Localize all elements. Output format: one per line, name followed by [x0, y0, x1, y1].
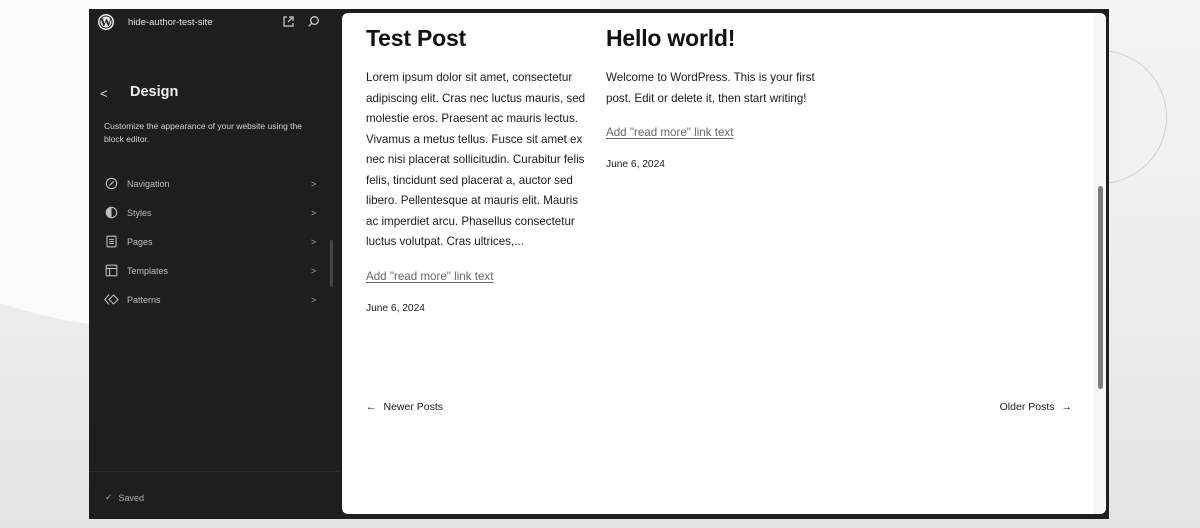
post-card: [606, 13, 828, 170]
chevron-right-icon: >: [311, 178, 317, 189]
patterns-icon: [104, 293, 119, 306]
search-icon[interactable]: [307, 15, 320, 28]
newer-posts-link[interactable]: [366, 401, 443, 413]
save-status: [105, 492, 144, 503]
sidebar-item-label: Pages: [127, 236, 153, 247]
page-title: Design: [130, 84, 179, 100]
templates-icon: [105, 264, 118, 277]
read-more-link[interactable]: Add "read more" link text: [366, 269, 494, 283]
older-posts-link[interactable]: [1000, 401, 1072, 413]
wordpress-logo-icon[interactable]: W: [100, 14, 112, 29]
sidebar-item-styles[interactable]: [89, 198, 339, 227]
post-date: June 6, 2024: [366, 302, 425, 314]
sidebar-item-label: Templates: [127, 265, 169, 276]
post-date: June 6, 2024: [606, 159, 665, 170]
sidebar-item-label: Styles: [127, 207, 152, 218]
post-title[interactable]: Test Post: [366, 25, 467, 51]
design-nav: [89, 169, 339, 314]
older-posts-label: Older Posts: [999, 401, 1055, 413]
site-editor-window: [89, 9, 1109, 519]
chevron-right-icon: >: [311, 265, 317, 276]
page-description: Customize the appearance of your website using the block editor.: [104, 121, 302, 144]
sidebar-item-label: Patterns: [127, 294, 161, 305]
post-title[interactable]: Hello world!: [606, 25, 736, 51]
chevron-right-icon: >: [311, 236, 317, 247]
canvas-scrollbar-thumb[interactable]: [1098, 186, 1103, 389]
post-excerpt: Lorem ipsum dolor sit amet, consectetur adipiscing elit. Cras nec luctus mauris, sed molestie eros. Praesent ac mauris lectus. Vivamus a metus tellus. Fusce sit amet ex nec nisi placerat sollicitudin. Curabitur felis felis, tincidunt sed placerat a, auctor sed libero. Pellentesque at mauris elit. Mauris ac imperdiet arcu. Phasellus consectetur luctus volutpat. Cras ultrices,...: [366, 71, 586, 248]
editor-canvas[interactable]: [342, 13, 1106, 514]
back-button[interactable]: <: [100, 86, 108, 101]
sidebar-footer: [89, 471, 339, 519]
sidebar-item-pages[interactable]: [89, 227, 339, 256]
site-hub: [89, 9, 339, 37]
save-status-label: Saved: [118, 492, 145, 503]
chevron-right-icon: >: [311, 207, 317, 218]
sidebar: [89, 9, 339, 519]
read-more-link[interactable]: Add "read more" link text: [606, 126, 734, 139]
site-name[interactable]: hide-author-test-site: [128, 17, 213, 28]
sidebar-scrollbar[interactable]: [330, 240, 333, 287]
check-icon: ✓: [105, 492, 113, 502]
post-excerpt: Welcome to WordPress. This is your first post. Edit or delete it, then start writing!: [606, 71, 815, 105]
external-link-icon[interactable]: [282, 15, 295, 28]
sidebar-item-templates[interactable]: [89, 256, 339, 285]
navigation-icon: [105, 177, 118, 190]
chevron-right-icon: >: [311, 294, 317, 305]
sidebar-item-navigation[interactable]: [89, 169, 339, 198]
newer-posts-label: Newer Posts: [383, 401, 444, 413]
styles-icon: [105, 206, 118, 219]
arrow-right-icon: →: [1061, 401, 1072, 413]
sidebar-item-patterns[interactable]: [89, 285, 339, 314]
sidebar-item-label: Navigation: [127, 178, 170, 189]
pages-icon: [105, 235, 118, 248]
post-card: [366, 13, 588, 314]
arrow-left-icon: ←: [366, 401, 377, 413]
